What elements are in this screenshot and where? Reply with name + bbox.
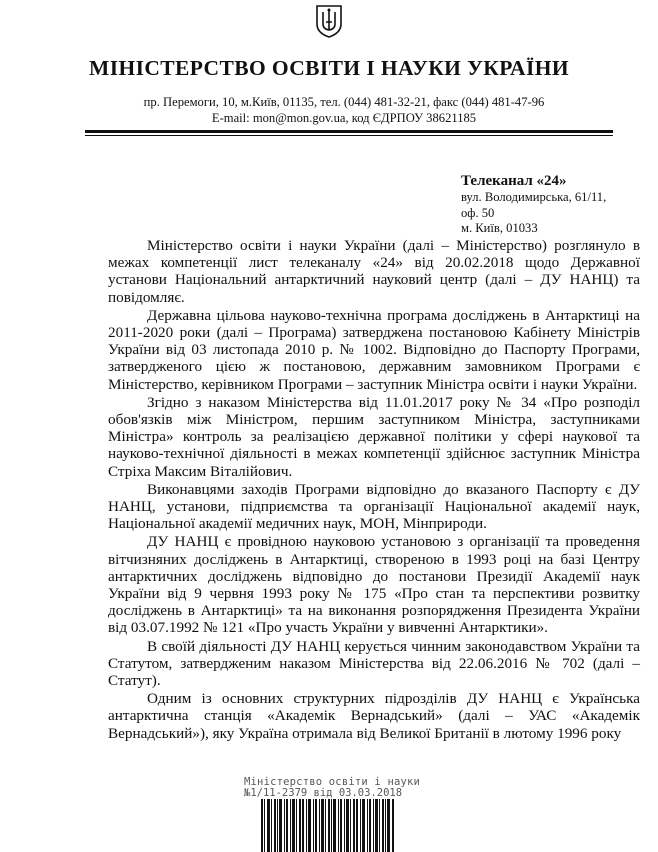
trident-icon <box>313 4 345 38</box>
registration-stamp <box>244 777 420 799</box>
letter-body <box>108 237 640 743</box>
recipient-street: вул. Володимирська, 61/11, <box>461 190 607 204</box>
stamp-org: Міністерство освіти і науки <box>244 776 421 788</box>
header-divider <box>85 130 613 133</box>
paragraph: ДУ НАНЦ є провідною науковою установою з організації та проведення вітчизняних досліджень в Антарктиці, створеною в 1993 році на базі Центру антарктичних досліджень відповідно до постанови Президії Академії наук України від 9 червня 1993 року № 175 «Про стан та перспективи розвитку досліджень в Антарктиці» та на виконання розпорядження Президента України від 03.07.1992 № 121 «Про участь України у вивченні Антарктики». <box>108 533 640 637</box>
paragraph: Згідно з наказом Міністерства від 11.01.2017 року № 34 «Про розподіл обов'язків між Міністром, першим заступником Міністра, заступниками Міністра» контроль за реалізацією державної політики у сфері наукової та науково-технічної діяльності в межах компетенції здійснює заступник Міністра Стріха Максим Віталійович. <box>108 393 640 480</box>
paragraph: Одним із основних структурних підрозділів ДУ НАНЦ є Українська антарктична станція «Академік Вернадський» (далі – УАС «Академік Вернадський»), яку Україна отримала від Великої Британії в лютому 1996 року <box>108 690 640 742</box>
paragraph: Державна цільова науково-технічна програма досліджень в Антарктиці на 2011-2020 роки (далі – Програма) затверджена постановою Кабінету Міністрів України від 03 листопада 2010 р. № 1002. Відповідно до Паспорту Програми, затвердженого цією ж постановою, державним замовником Програми є Міністерство, керівником Програми – заступник Міністра освіти і науки України. <box>108 306 640 393</box>
paragraph: Виконавцями заходів Програми відповідно до вказаного Паспорту є ДУ НАНЦ, установи, підприємства та організації Національної академії наук, Національної академії медичних наук, МОН, Мінприроди. <box>108 480 640 533</box>
ministry-contacts: E-mail: mon@mon.gov.ua, код ЄДРПОУ 38621185 <box>211 111 477 125</box>
stamp-number: №1/11-2379 від 03.03.2018 <box>244 787 403 799</box>
recipient-block <box>461 172 651 237</box>
header-divider-thin <box>85 135 613 136</box>
recipient-office: оф. 50 <box>461 205 495 220</box>
recipient-city: м. Київ, 01033 <box>461 221 538 235</box>
paragraph: Міністерство освіти і науки України (далі – Міністерство) розглянуло в межах компетенції лист телеканалу «24» від 20.02.2018 щодо Державної установи Національний антарктичний науковий центр (далі – ДУ НАНЦ) та повідомляє. <box>108 237 640 306</box>
paragraph: В своїй діяльності ДУ НАНЦ керується чинним законодавством України та Статутом, затвердженим наказом Міністерства від 22.06.2016 № 702 (далі – Статут). <box>108 637 640 690</box>
ministry-title: МІНІСТЕРСТВО ОСВІТИ І НАУКИ УКРАЇНИ <box>89 56 569 80</box>
ministry-address: пр. Перемоги, 10, м.Київ, 01135, тел. (044) 481-32-21, факс (044) 481-47-96 <box>143 95 545 109</box>
recipient-name: Телеканал «24» <box>461 173 567 189</box>
barcode-image <box>261 799 395 852</box>
